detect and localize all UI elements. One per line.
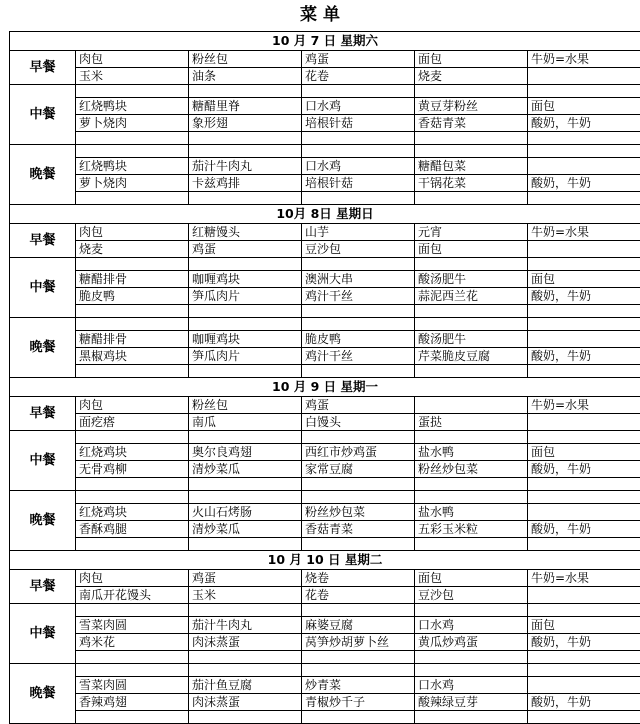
dish-cell: 萝卜烧肉 <box>76 115 189 132</box>
meal-row <box>10 348 640 365</box>
meal-label: 早餐 <box>10 570 76 604</box>
dish-cell <box>189 318 302 331</box>
dish-cell: 雪菜肉圆 <box>76 617 189 634</box>
dish-cell: 酸奶，牛奶 <box>528 461 640 478</box>
dish-cell <box>302 711 415 724</box>
dish-cell <box>415 397 528 414</box>
dish-cell <box>528 664 640 677</box>
dish-cell <box>528 365 640 378</box>
dish-cell <box>528 241 640 258</box>
dish-cell: 蛋挞 <box>415 414 528 431</box>
meal-row <box>10 115 640 132</box>
meal-row <box>10 132 640 145</box>
day-date-header: 10 月 7 日 星期六 <box>10 32 640 51</box>
meal-row <box>10 504 640 521</box>
meal-row <box>10 677 640 694</box>
dish-cell: 蒜泥西兰花 <box>415 288 528 305</box>
dish-cell: 炒青菜 <box>302 677 415 694</box>
dish-cell: 卡兹鸡排 <box>189 175 302 192</box>
dish-cell <box>189 478 302 491</box>
dish-cell: 鸡蛋 <box>302 397 415 414</box>
meal-row <box>10 331 640 348</box>
dish-cell <box>302 538 415 551</box>
meal-row <box>10 224 640 241</box>
dish-cell <box>528 145 640 158</box>
dish-cell <box>415 491 528 504</box>
dish-cell <box>76 318 189 331</box>
dish-cell <box>189 305 302 318</box>
dish-cell <box>528 331 640 348</box>
dish-cell: 肉包 <box>76 397 189 414</box>
meal-row <box>10 694 640 711</box>
dish-cell: 奥尔良鸡翅 <box>189 444 302 461</box>
dish-cell: 糖醋里脊 <box>189 98 302 115</box>
dish-cell: 面包 <box>528 98 640 115</box>
dish-cell <box>189 711 302 724</box>
dish-cell <box>76 431 189 444</box>
meal-row <box>10 318 640 331</box>
dish-cell <box>302 491 415 504</box>
dish-cell <box>189 192 302 205</box>
dish-cell <box>76 258 189 271</box>
dish-cell: 南瓜 <box>189 414 302 431</box>
dish-cell <box>302 365 415 378</box>
dish-cell <box>76 132 189 145</box>
dish-cell: 粉丝包 <box>189 397 302 414</box>
meal-row <box>10 491 640 504</box>
meal-row <box>10 397 640 414</box>
dish-cell <box>528 192 640 205</box>
dish-cell: 酸奶，牛奶 <box>528 115 640 132</box>
dish-cell <box>528 431 640 444</box>
dish-cell <box>302 478 415 491</box>
dish-cell <box>302 132 415 145</box>
dish-cell: 玉米 <box>189 587 302 604</box>
dish-cell: 茄汁牛肉丸 <box>189 158 302 175</box>
dish-cell <box>302 604 415 617</box>
meal-row <box>10 271 640 288</box>
dish-cell <box>415 478 528 491</box>
dish-cell: 鸡蛋 <box>302 51 415 68</box>
dish-cell: 酸奶，牛奶 <box>528 348 640 365</box>
day-header-row <box>10 378 640 397</box>
day-date-header: 10 月 9 日 星期一 <box>10 378 640 397</box>
dish-cell: 肉沫蒸蛋 <box>189 634 302 651</box>
dish-cell <box>528 305 640 318</box>
dish-cell <box>302 431 415 444</box>
page-title-text: 菜 单 <box>300 5 340 25</box>
meal-row <box>10 241 640 258</box>
dish-cell: 糖醋包菜 <box>415 158 528 175</box>
meal-label: 中餐 <box>10 258 76 318</box>
dish-cell: 花卷 <box>302 587 415 604</box>
dish-cell <box>415 145 528 158</box>
dish-cell: 鸡米花 <box>76 634 189 651</box>
dish-cell: 莴笋炒胡萝卜丝 <box>302 634 415 651</box>
meal-row <box>10 461 640 478</box>
meal-label: 晚餐 <box>10 664 76 724</box>
dish-cell: 肉包 <box>76 51 189 68</box>
day-date-header: 10月 8日 星期日 <box>10 205 640 224</box>
day-date-header: 10 月 10 日 星期二 <box>10 551 640 570</box>
dish-cell: 香菇青菜 <box>302 521 415 538</box>
meal-label: 早餐 <box>10 224 76 258</box>
dish-cell: 糖醋排骨 <box>76 271 189 288</box>
dish-cell: 香辣鸡翅 <box>76 694 189 711</box>
dish-cell <box>189 664 302 677</box>
dish-cell: 盐水鸭 <box>415 444 528 461</box>
meal-row <box>10 444 640 461</box>
dish-cell: 培根针菇 <box>302 115 415 132</box>
meal-row <box>10 570 640 587</box>
dish-cell <box>189 145 302 158</box>
dish-cell <box>528 158 640 175</box>
dish-cell <box>528 711 640 724</box>
dish-cell: 玉米 <box>76 68 189 85</box>
meal-row <box>10 538 640 551</box>
meal-label: 晚餐 <box>10 318 76 378</box>
meal-row <box>10 175 640 192</box>
dish-cell <box>302 145 415 158</box>
dish-cell <box>528 85 640 98</box>
dish-cell <box>189 365 302 378</box>
dish-cell: 西红市炒鸡蛋 <box>302 444 415 461</box>
dish-cell: 豆沙包 <box>302 241 415 258</box>
dish-cell: 麻婆豆腐 <box>302 617 415 634</box>
dish-cell <box>415 604 528 617</box>
dish-cell: 酸奶，牛奶 <box>528 175 640 192</box>
dish-cell <box>76 711 189 724</box>
dish-cell: 酸奶，牛奶 <box>528 694 640 711</box>
dish-cell: 干锅花菜 <box>415 175 528 192</box>
dish-cell <box>528 478 640 491</box>
meal-label: 早餐 <box>10 397 76 431</box>
dish-cell: 牛奶=水果 <box>528 51 640 68</box>
dish-cell <box>302 318 415 331</box>
dish-cell: 红烧鸡块 <box>76 444 189 461</box>
dish-cell <box>528 414 640 431</box>
dish-cell: 鸡蛋 <box>189 241 302 258</box>
dish-cell: 酸奶，牛奶 <box>528 521 640 538</box>
dish-cell <box>76 85 189 98</box>
dish-cell <box>528 491 640 504</box>
dish-cell <box>302 651 415 664</box>
meal-row <box>10 305 640 318</box>
dish-cell <box>415 538 528 551</box>
dish-cell: 红糖馒头 <box>189 224 302 241</box>
dish-cell <box>415 192 528 205</box>
meal-label: 中餐 <box>10 85 76 145</box>
dish-cell <box>528 132 640 145</box>
dish-cell: 红烧鸡块 <box>76 504 189 521</box>
dish-cell: 糖醋排骨 <box>76 331 189 348</box>
dish-cell: 面包 <box>528 617 640 634</box>
dish-cell <box>189 132 302 145</box>
dish-cell <box>528 538 640 551</box>
dish-cell: 酸奶，牛奶 <box>528 634 640 651</box>
meal-row <box>10 711 640 724</box>
dish-cell <box>76 305 189 318</box>
dish-cell: 茄汁牛肉丸 <box>189 617 302 634</box>
dish-cell: 烧卷 <box>302 570 415 587</box>
dish-cell <box>189 604 302 617</box>
dish-cell <box>302 258 415 271</box>
meal-row <box>10 587 640 604</box>
dish-cell: 牛奶=水果 <box>528 570 640 587</box>
meal-row <box>10 158 640 175</box>
dish-cell: 面包 <box>415 51 528 68</box>
dish-cell <box>76 664 189 677</box>
meal-row <box>10 85 640 98</box>
meal-row <box>10 192 640 205</box>
dish-cell: 黑椒鸡块 <box>76 348 189 365</box>
dish-cell <box>528 651 640 664</box>
dish-cell <box>415 132 528 145</box>
dish-cell <box>302 192 415 205</box>
dish-cell: 烧麦 <box>415 68 528 85</box>
dish-cell: 白馒头 <box>302 414 415 431</box>
dish-cell <box>415 85 528 98</box>
dish-cell: 酸奶，牛奶 <box>528 288 640 305</box>
dish-cell <box>189 258 302 271</box>
dish-cell <box>76 192 189 205</box>
dish-cell <box>76 604 189 617</box>
dish-cell: 牛奶=水果 <box>528 224 640 241</box>
dish-cell: 青椒炒千子 <box>302 694 415 711</box>
page-title <box>0 0 640 31</box>
dish-cell: 茄汁鱼豆腐 <box>189 677 302 694</box>
meal-label: 晚餐 <box>10 145 76 205</box>
dish-cell: 口水鸡 <box>415 617 528 634</box>
dish-cell <box>189 491 302 504</box>
meal-row <box>10 617 640 634</box>
meal-row <box>10 288 640 305</box>
dish-cell <box>76 145 189 158</box>
meal-label: 晚餐 <box>10 491 76 551</box>
dish-cell: 南瓜开花馒头 <box>76 587 189 604</box>
dish-cell <box>76 651 189 664</box>
dish-cell: 面疙瘩 <box>76 414 189 431</box>
dish-cell <box>528 587 640 604</box>
dish-cell <box>415 431 528 444</box>
meal-row <box>10 651 640 664</box>
meal-row <box>10 258 640 271</box>
dish-cell: 面包 <box>415 570 528 587</box>
dish-cell <box>528 318 640 331</box>
dish-cell: 牛奶=水果 <box>528 397 640 414</box>
dish-cell: 面包 <box>415 241 528 258</box>
meal-row <box>10 634 640 651</box>
dish-cell <box>415 305 528 318</box>
dish-cell: 火山石烤肠 <box>189 504 302 521</box>
dish-cell <box>76 491 189 504</box>
dish-cell: 家常豆腐 <box>302 461 415 478</box>
dish-cell: 香酥鸡腿 <box>76 521 189 538</box>
dish-cell: 口水鸡 <box>302 98 415 115</box>
dish-cell: 盐水鸭 <box>415 504 528 521</box>
dish-cell: 酸辣绿豆芽 <box>415 694 528 711</box>
dish-cell: 澳洲大串 <box>302 271 415 288</box>
dish-cell <box>302 664 415 677</box>
dish-cell: 烧麦 <box>76 241 189 258</box>
dish-cell <box>415 664 528 677</box>
dish-cell: 清炒菜瓜 <box>189 521 302 538</box>
dish-cell: 咖喱鸡块 <box>189 331 302 348</box>
dish-cell <box>189 431 302 444</box>
day-header-row <box>10 551 640 570</box>
dish-cell <box>302 305 415 318</box>
meal-row <box>10 51 640 68</box>
dish-cell: 红烧鸭块 <box>76 98 189 115</box>
dish-cell: 咖喱鸡块 <box>189 271 302 288</box>
dish-cell: 培根针菇 <box>302 175 415 192</box>
meal-row <box>10 145 640 158</box>
dish-cell <box>415 711 528 724</box>
day-header-row <box>10 32 640 51</box>
meal-row <box>10 414 640 431</box>
dish-cell: 鸡汁干丝 <box>302 288 415 305</box>
dish-cell <box>189 538 302 551</box>
dish-cell: 五彩玉米粒 <box>415 521 528 538</box>
meal-row <box>10 604 640 617</box>
dish-cell: 粉丝炒包菜 <box>302 504 415 521</box>
dish-cell: 面包 <box>528 444 640 461</box>
dish-cell <box>302 85 415 98</box>
day-header-row <box>10 205 640 224</box>
dish-cell: 鸡蛋 <box>189 570 302 587</box>
dish-cell: 香菇青菜 <box>415 115 528 132</box>
dish-cell: 黄瓜炒鸡蛋 <box>415 634 528 651</box>
dish-cell: 红烧鸭块 <box>76 158 189 175</box>
dish-cell: 油条 <box>189 68 302 85</box>
dish-cell: 黄豆芽粉丝 <box>415 98 528 115</box>
dish-cell: 笋瓜肉片 <box>189 348 302 365</box>
dish-cell: 山芋 <box>302 224 415 241</box>
dish-cell: 肉包 <box>76 570 189 587</box>
dish-cell: 萝卜烧肉 <box>76 175 189 192</box>
meal-row <box>10 68 640 85</box>
dish-cell: 口水鸡 <box>302 158 415 175</box>
meal-row <box>10 478 640 491</box>
meal-row <box>10 431 640 444</box>
meal-label: 中餐 <box>10 604 76 664</box>
dish-cell <box>415 258 528 271</box>
dish-cell <box>415 651 528 664</box>
meal-row <box>10 664 640 677</box>
menu-table <box>9 31 640 724</box>
meal-row <box>10 365 640 378</box>
dish-cell: 豆沙包 <box>415 587 528 604</box>
dish-cell <box>76 365 189 378</box>
dish-cell: 口水鸡 <box>415 677 528 694</box>
dish-cell: 粉丝炒包菜 <box>415 461 528 478</box>
dish-cell: 酸汤肥牛 <box>415 271 528 288</box>
dish-cell: 鸡汁干丝 <box>302 348 415 365</box>
dish-cell: 脆皮鸭 <box>76 288 189 305</box>
dish-cell: 面包 <box>528 271 640 288</box>
dish-cell <box>76 478 189 491</box>
dish-cell <box>528 677 640 694</box>
dish-cell: 芹菜脆皮豆腐 <box>415 348 528 365</box>
meal-row <box>10 521 640 538</box>
dish-cell: 肉沫蒸蛋 <box>189 694 302 711</box>
dish-cell: 脆皮鸭 <box>302 331 415 348</box>
dish-cell: 酸汤肥牛 <box>415 331 528 348</box>
dish-cell <box>528 68 640 85</box>
meal-row <box>10 98 640 115</box>
dish-cell: 清炒菜瓜 <box>189 461 302 478</box>
dish-cell <box>528 504 640 521</box>
dish-cell: 元宵 <box>415 224 528 241</box>
dish-cell: 肉包 <box>76 224 189 241</box>
dish-cell <box>415 365 528 378</box>
dish-cell: 花卷 <box>302 68 415 85</box>
dish-cell: 笋瓜肉片 <box>189 288 302 305</box>
dish-cell <box>189 651 302 664</box>
dish-cell <box>76 538 189 551</box>
dish-cell: 无骨鸡柳 <box>76 461 189 478</box>
dish-cell <box>415 318 528 331</box>
dish-cell: 雪菜肉圆 <box>76 677 189 694</box>
dish-cell <box>528 258 640 271</box>
dish-cell: 粉丝包 <box>189 51 302 68</box>
dish-cell <box>189 85 302 98</box>
meal-label: 早餐 <box>10 51 76 85</box>
menu-table-body <box>10 32 640 724</box>
meal-label: 中餐 <box>10 431 76 491</box>
dish-cell: 象形翅 <box>189 115 302 132</box>
dish-cell <box>528 604 640 617</box>
